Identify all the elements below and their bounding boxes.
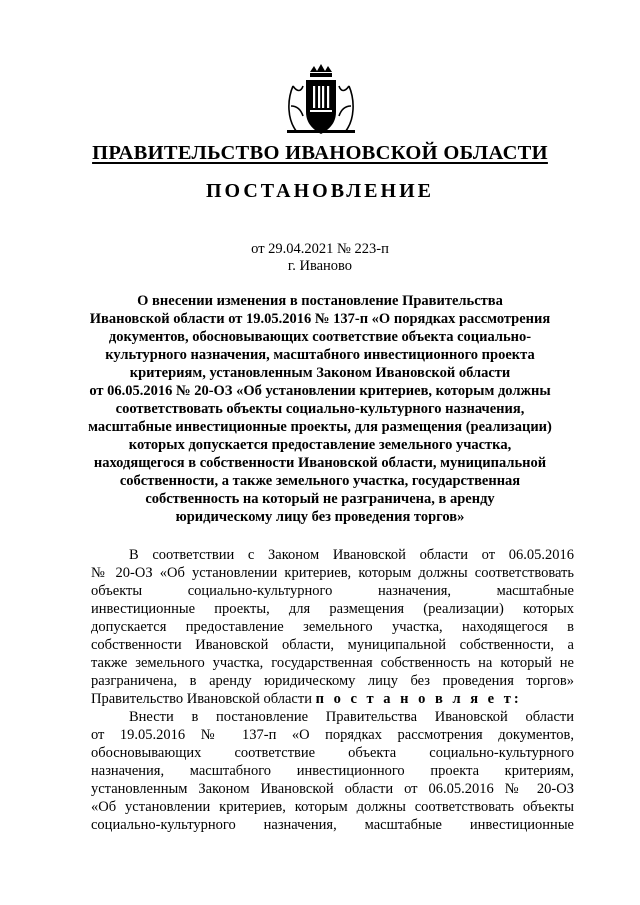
subject-line: критериям, установленным Законом Ивановской области: [129, 365, 511, 381]
paragraph-line: объекты социально-культурного назначения, масштабные: [91, 583, 574, 599]
paragraph-line: назначения, масштабного инвестиционного проекта критериям,: [91, 763, 574, 779]
paragraph-line: собственности Ивановской области, муниципальной собственности, а: [91, 637, 574, 653]
paragraph-line: установленным Законом Ивановской области от 06.05.2016 № 20-ОЗ: [91, 781, 574, 797]
paragraph-line: инвестиционные проекты, для размещения (реализации) которых: [91, 601, 574, 617]
document-type: ПОСТАНОВЛЕНИЕ: [206, 180, 434, 202]
paragraph-line: социально-культурного назначения, масштабные инвестиционные: [91, 817, 574, 833]
paragraph-line: «Об установлении критериев, которым должны соответствовать объекты: [91, 799, 574, 815]
subject-line: собственность на который не разграничена, в аренду: [145, 491, 495, 507]
paragraph-line: также земельного участка, государственная собственность на который не: [91, 655, 574, 671]
paragraph-line: В соответствии с Законом Ивановской области от 06.05.2016: [129, 547, 574, 563]
preamble-paragraph: [91, 546, 574, 708]
subject-line: соответствовать объекты социально-культурного назначения,: [115, 401, 525, 417]
paragraph-line: № 20-ОЗ «Об установлении критериев, которым должны соответствовать: [91, 565, 574, 581]
operative-paragraph: [91, 708, 574, 834]
subject-line: О внесении изменения в постановление Правительства: [137, 293, 503, 309]
paragraph-line: обосновывающих соответствие объекта социально-культурного: [91, 745, 574, 761]
subject-line: масштабные инвестиционные проекты, для размещения (реализации): [88, 419, 552, 435]
document-subject: [78, 292, 562, 526]
subject-line: культурного назначения, масштабного инвестиционного проекта: [105, 347, 535, 363]
paragraph-line: от 19.05.2016 № 137-п «О порядках рассмотрения документов,: [91, 727, 574, 743]
subject-line: юридическому лицу без проведения торгов»: [175, 509, 465, 525]
paragraph-line: допускается предоставление земельного участка, находящегося в: [91, 619, 574, 635]
city: г. Иваново: [287, 258, 353, 274]
paragraph-line: [91, 690, 574, 708]
decree-word: п о с т а н о в л я е т:: [315, 691, 522, 707]
coat-of-arms-icon: [283, 62, 359, 138]
date-number: от 29.04.2021 № 223-п: [251, 241, 389, 257]
subject-line: находящегося в собственности Ивановской области, муниципальной: [93, 455, 547, 471]
subject-line: документов, обосновывающих соответствие объекта социально-: [108, 329, 532, 345]
subject-line: от 06.05.2016 № 20-ОЗ «Об установлении критериев, которым должны: [89, 383, 551, 399]
paragraph-line-text: Правительство Ивановской области: [91, 691, 312, 707]
government-title: ПРАВИТЕЛЬСТВО ИВАНОВСКОЙ ОБЛАСТИ: [92, 142, 548, 164]
subject-line: собственности, а также земельного участка, государственная: [119, 473, 521, 489]
paragraph-line: разграничена, в аренду юридическому лицу без проведения торгов»: [91, 673, 574, 689]
subject-line: Ивановской области от 19.05.2016 № 137-п «О порядках рассмотрения: [89, 311, 551, 327]
subject-line: которых допускается предоставление земельного участка,: [128, 437, 512, 453]
paragraph-line: Внести в постановление Правительства Ивановской области: [129, 709, 574, 725]
